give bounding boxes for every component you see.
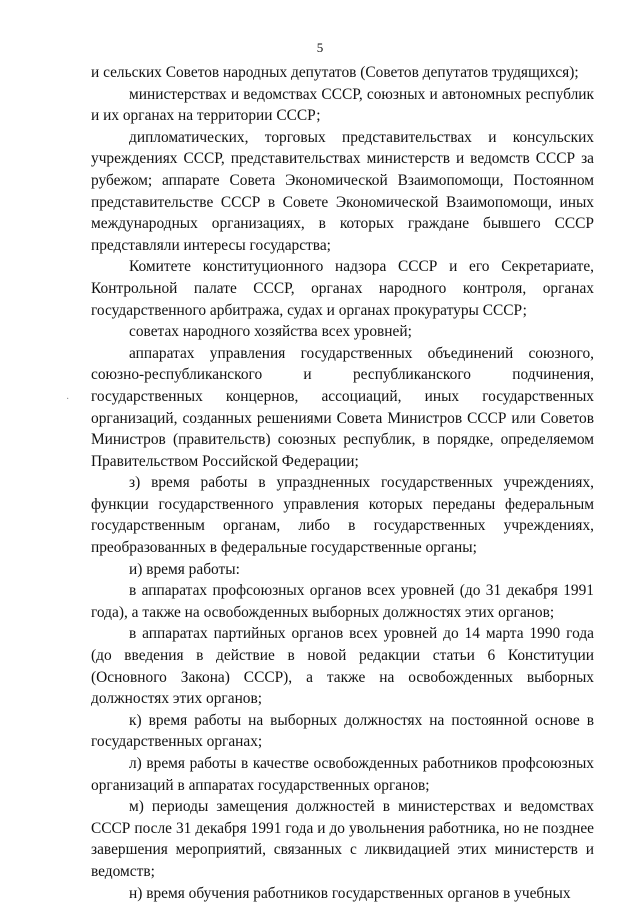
paragraph: Комитете конституционного надзора СССР и его Секретариате, Контрольной палате СССР, органах народного контроля, органах государственного арбитража, судах и органах прокуратуры СССР; [91, 258, 594, 319]
paragraph: з) время работы в упраздненных государственных учреждениях, функции государственного управления которых переданы федеральным государственным органам, либо в государственных учреждениях, преобразованных в федеральные государственные органы; [91, 474, 594, 557]
paragraph: аппаратах управления государственных объединений союзного, союзно-республиканского и республиканского подчинения, государственных концернов, ассоциаций, иных государственных организаций, созданных решениями Совета Министров СССР или Советов Министров (правительств) союзных республик, в порядке, определяемом Правительством Российской Федерации; [91, 344, 594, 470]
paragraph: советах народного хозяйства всех уровней; [129, 323, 412, 341]
paragraph: в аппаратах профсоюзных органов всех уровней (до 31 декабря 1991 года), а также на освобожденных выборных должностях этих органов; [91, 582, 594, 621]
paragraph: м) периоды замещения должностей в министерствах и ведомствах СССР после 31 декабря 1991 года и до увольнения работника, но не позднее завершения мероприятий, связанных с ликвидацией этих министерств и ведомств; [91, 798, 594, 880]
document-body [91, 62, 594, 904]
paragraph: к) время работы на выборных должностях на постоянной основе в государственных органах; [91, 711, 594, 751]
paragraph: в аппаратах партийных органов всех уровней до 14 марта 1990 года (до введения в действие в новой редакции статьи 6 Конституции (Основного Закона) СССР), а также на освобожденных выборных должностях этих органов; [91, 625, 594, 708]
scan-mark: · [66, 394, 70, 405]
paragraph: дипломатических, торговых представительствах и консульских учреждениях СССР, представительствах министерств и ведомств СССР за рубежом; аппарате Совета Экономической Взаимопомощи, Постоянном представительстве СССР в Совете Экономической Взаимопомощи, иных международных организациях, в которых граждане бывшего СССР представляли интересы государства; [91, 128, 594, 254]
paragraph: министерствах и ведомствах СССР, союзных и автономных республик и их органах на территории СССР; [91, 85, 594, 125]
page-number: 5 [316, 40, 324, 55]
paragraph: и) время работы: [129, 560, 240, 578]
paragraph: н) время обучения работников государственных органов в учебных [129, 884, 571, 902]
paragraph: и сельских Советов народных депутатов (Советов депутатов трудящихся); [91, 64, 579, 81]
paragraph: л) время работы в качестве освобожденных работников профсоюзных организаций в аппаратах государственных органов; [91, 755, 594, 794]
